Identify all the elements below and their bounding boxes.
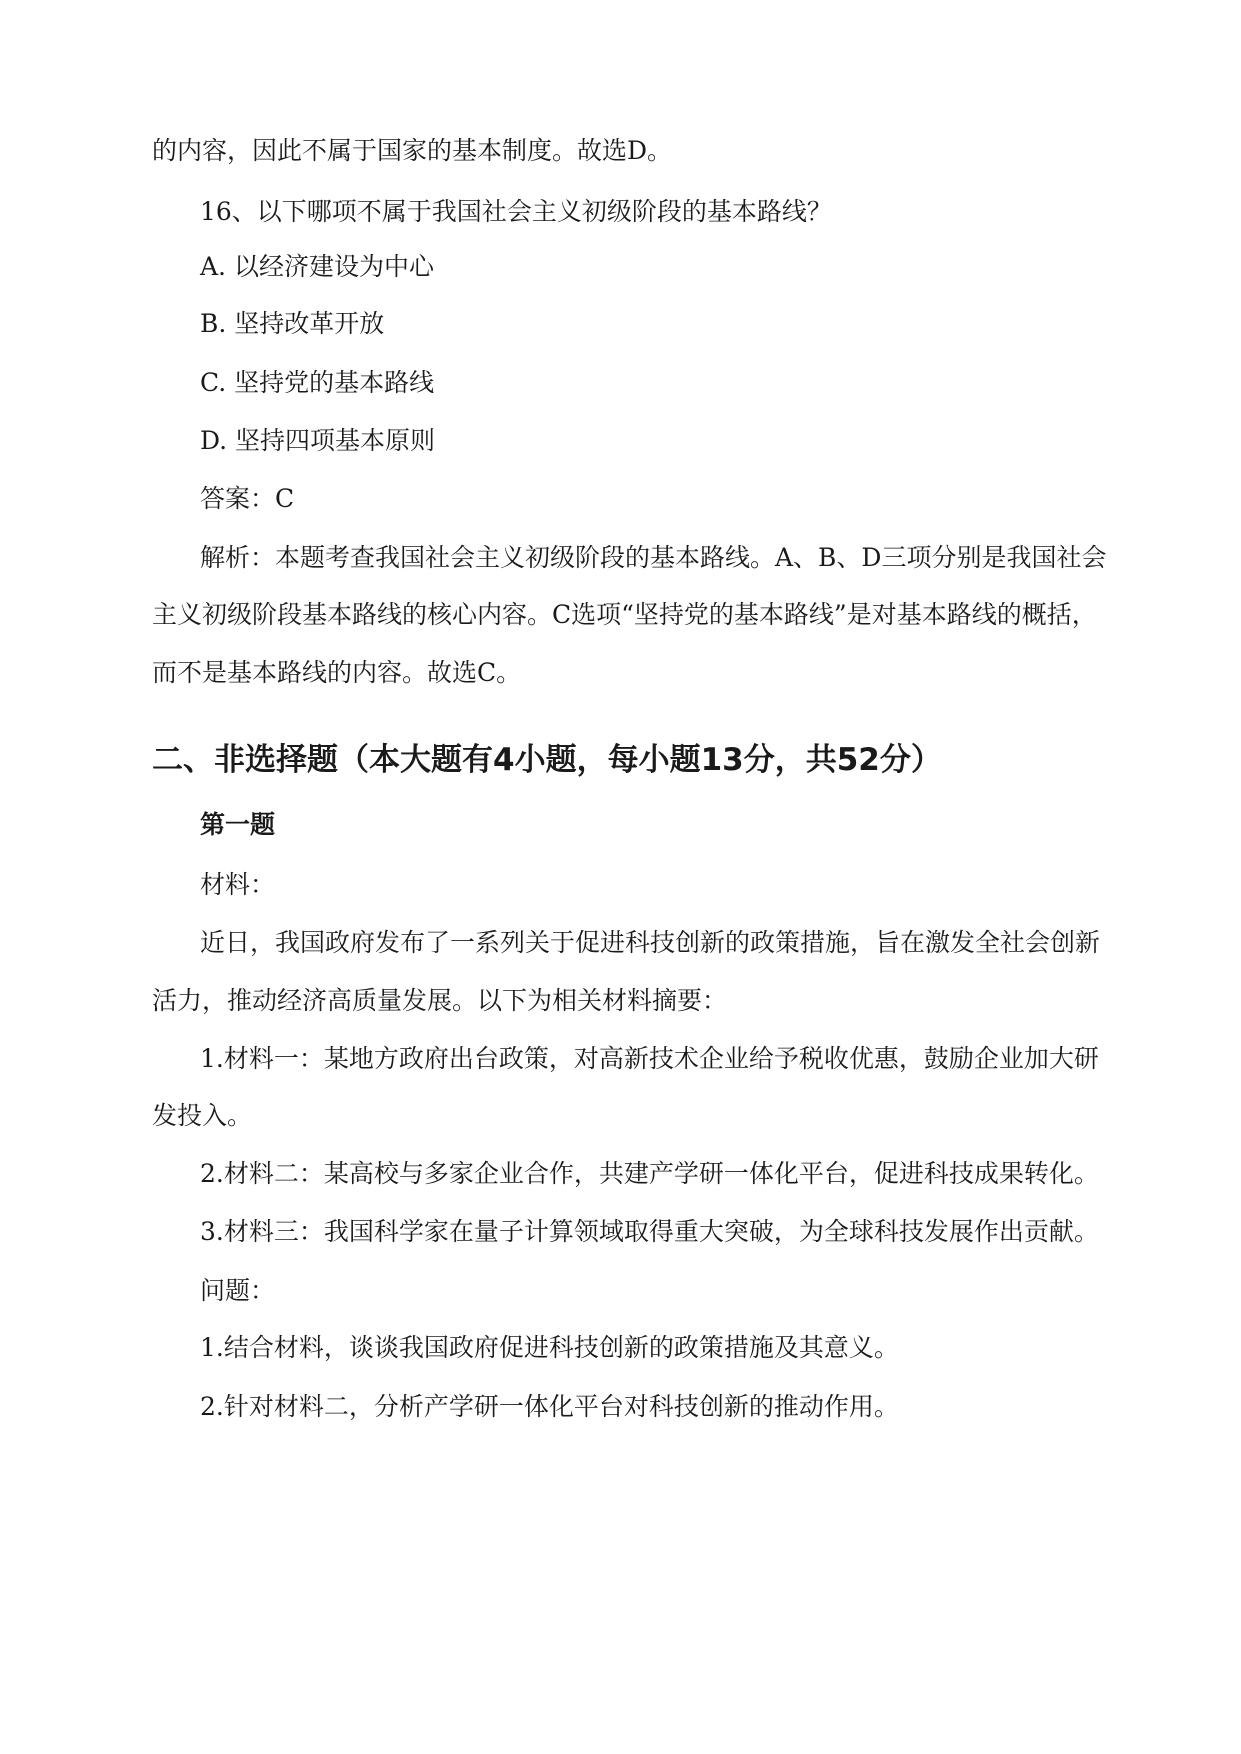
material-1-line-2: 发投入。 xyxy=(152,1101,253,1130)
question-item-2: 2.针对材料二，分析产学研一体化平台对科技创新的推动作用。 xyxy=(200,1392,899,1421)
analysis-line-2: 主义初级阶段基本路线的核心内容。C选项“坚持党的基本路线”是对基本路线的概括， xyxy=(152,600,1097,629)
material-1-line-1: 1.材料一：某地方政府出台政策，对高新技术企业给予税收优惠，鼓励企业加大研 xyxy=(200,1044,1099,1073)
section-2-heading: 二、非选择题（本大题有4小题，每小题13分，共52分） xyxy=(152,742,942,778)
question-16-stem: 16、以下哪项不属于我国社会主义初级阶段的基本路线？ xyxy=(200,197,832,226)
answer: 答案：C xyxy=(200,484,295,513)
option-c: C. 坚持党的基本路线 xyxy=(200,368,435,397)
material-3: 3.材料三：我国科学家在量子计算领域取得重大突破，为全球科技发展作出贡献。 xyxy=(200,1217,1099,1246)
intro-line-1: 近日，我国政府发布了一系列关于促进科技创新的政策措施，旨在激发全社会创新 xyxy=(200,928,1101,957)
material-2: 2.材料二：某高校与多家企业合作，共建产学研一体化平台，促进科技成果转化。 xyxy=(200,1159,1099,1188)
option-b: B. 坚持改革开放 xyxy=(200,309,385,338)
analysis-line-1: 解析：本题考查我国社会主义初级阶段的基本路线。A、B、D三项分别是我国社会 xyxy=(200,543,1107,572)
option-a: A. 以经济建设为中心 xyxy=(200,252,434,281)
question-item-1: 1.结合材料，谈谈我国政府促进科技创新的政策措施及其意义。 xyxy=(200,1333,899,1362)
option-d: D. 坚持四项基本原则 xyxy=(200,426,436,455)
intro-line-2: 活力，推动经济高质量发展。以下为相关材料摘要： xyxy=(152,986,728,1015)
analysis-line-3: 而不是基本路线的内容。故选C。 xyxy=(152,658,522,687)
previous-explanation-tail: 的内容，因此不属于国家的基本制度。故选D。 xyxy=(152,136,673,165)
question-1-title: 第一题 xyxy=(200,810,276,839)
material-label: 材料： xyxy=(200,870,276,899)
question-label: 问题： xyxy=(200,1276,276,1305)
